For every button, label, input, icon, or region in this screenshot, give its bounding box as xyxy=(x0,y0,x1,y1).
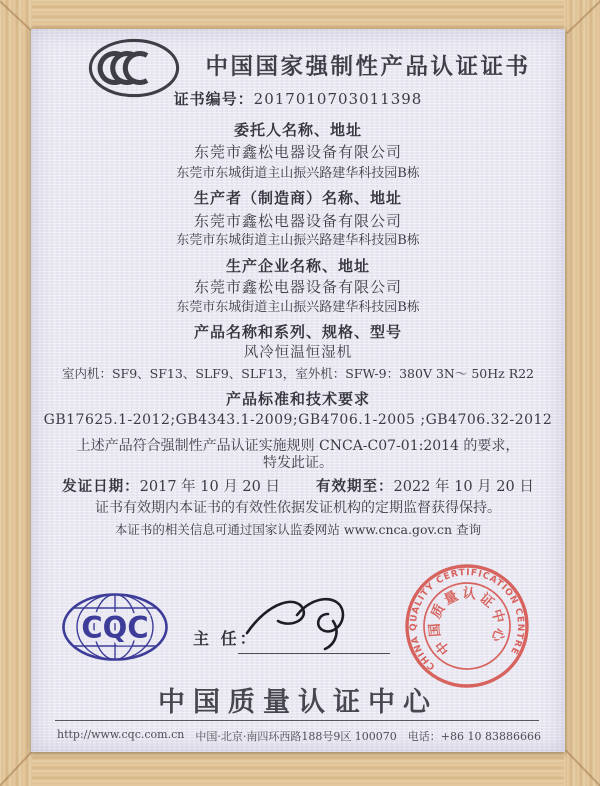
director-signature xyxy=(243,591,371,653)
stamp-outer-text: CHINA QUALITY CERTIFICATION CENTRE xyxy=(408,567,526,672)
issuer-name: 中国质量认证中心 xyxy=(158,687,438,718)
cqc-red-seal-stamp xyxy=(391,550,544,703)
info-note: 本证书的相关信息可通过国家认监委网站 www.cnca.gov.cn 查询 xyxy=(114,522,482,537)
factory-address: 东莞市东城街道主山振兴路建华科技园B栋 xyxy=(176,300,420,315)
issue-date-value: 2017 年 10 月 20 日 xyxy=(139,479,280,495)
footer xyxy=(31,728,565,744)
applicant-address: 东莞市东城街道主山振兴路建华科技园B栋 xyxy=(176,166,420,181)
expiry-date-label: 有效期至： xyxy=(316,478,394,495)
manufacturer-section-label: 生产者（制造商）名称、地址 xyxy=(193,189,402,207)
applicant-section-label: 委托人名称、地址 xyxy=(233,121,362,139)
footer-address: 中国·北京·南四环西路188号9区 100070 xyxy=(195,730,397,743)
product-models: 室内机：SF9、SF13、SLF9、SLF13，室外机：SFW-9：380V 3N～ 50Hz R22 xyxy=(61,366,535,381)
wood-frame-top xyxy=(0,0,600,30)
standards-list: GB17625.1-2012;GB4343.1-2009;GB4706.1-2005 ;GB4706.32-2012 xyxy=(43,412,553,428)
conformity-statement-line1: 上述产品符合强制性产品认证实施规则 CNCA-C07-01:2014 的要求， xyxy=(76,438,520,454)
manufacturer-name: 东莞市鑫松电器设备有限公司 xyxy=(193,212,402,230)
svg-text:CHINA QUALITY CERTIFICATION CE xyxy=(400,559,531,674)
certificate-paper xyxy=(31,29,565,752)
product-name: 风冷恒温恒湿机 xyxy=(243,345,353,361)
cqc-logo-text: CQC xyxy=(81,610,149,645)
wood-frame-bottom xyxy=(0,751,600,786)
dates-row xyxy=(31,478,565,496)
certificate-number-label: 证书编号： xyxy=(173,90,254,108)
footer-website: http://www.cqc.com.cn xyxy=(57,728,185,741)
signature-underline xyxy=(238,653,390,654)
cqc-globe-logo-icon xyxy=(59,591,171,663)
director-label: 主 任： xyxy=(193,629,259,648)
applicant-name: 东莞市鑫松电器设备有限公司 xyxy=(193,143,402,161)
factory-name: 东莞市鑫松电器设备有限公司 xyxy=(193,278,402,296)
standards-section-label: 产品标准和技术要求 xyxy=(225,390,370,408)
stamp-inner-text: 中国质量认证中心 xyxy=(426,585,508,658)
product-section-label: 产品名称和系列、规格、型号 xyxy=(193,323,402,341)
manufacturer-address: 东莞市东城街道主山振兴路建华科技园B栋 xyxy=(176,233,420,248)
certificate-number-value: 2017010703011398 xyxy=(253,90,423,108)
validity-note: 证书有效期内本证书的有效性依据发证机构的定期监督获得保持。 xyxy=(95,500,501,516)
issue-date-label: 发证日期： xyxy=(62,478,140,495)
wood-frame-right xyxy=(564,0,600,786)
certificate-title: 中国国家强制性产品认证证书 xyxy=(205,54,531,80)
footer-phone: 电话：+86 10 83886666 xyxy=(407,730,541,743)
wood-frame-left xyxy=(0,0,32,786)
factory-section-label: 生产企业名称、地址 xyxy=(225,257,370,275)
certificate-number-row xyxy=(31,90,565,109)
expiry-date-value: 2022 年 10 月 20 日 xyxy=(393,479,534,495)
expiry-date xyxy=(316,478,534,496)
issue-date xyxy=(62,478,280,496)
conformity-statement-line2: 特发此证。 xyxy=(263,455,333,471)
footer-divider xyxy=(55,720,539,721)
